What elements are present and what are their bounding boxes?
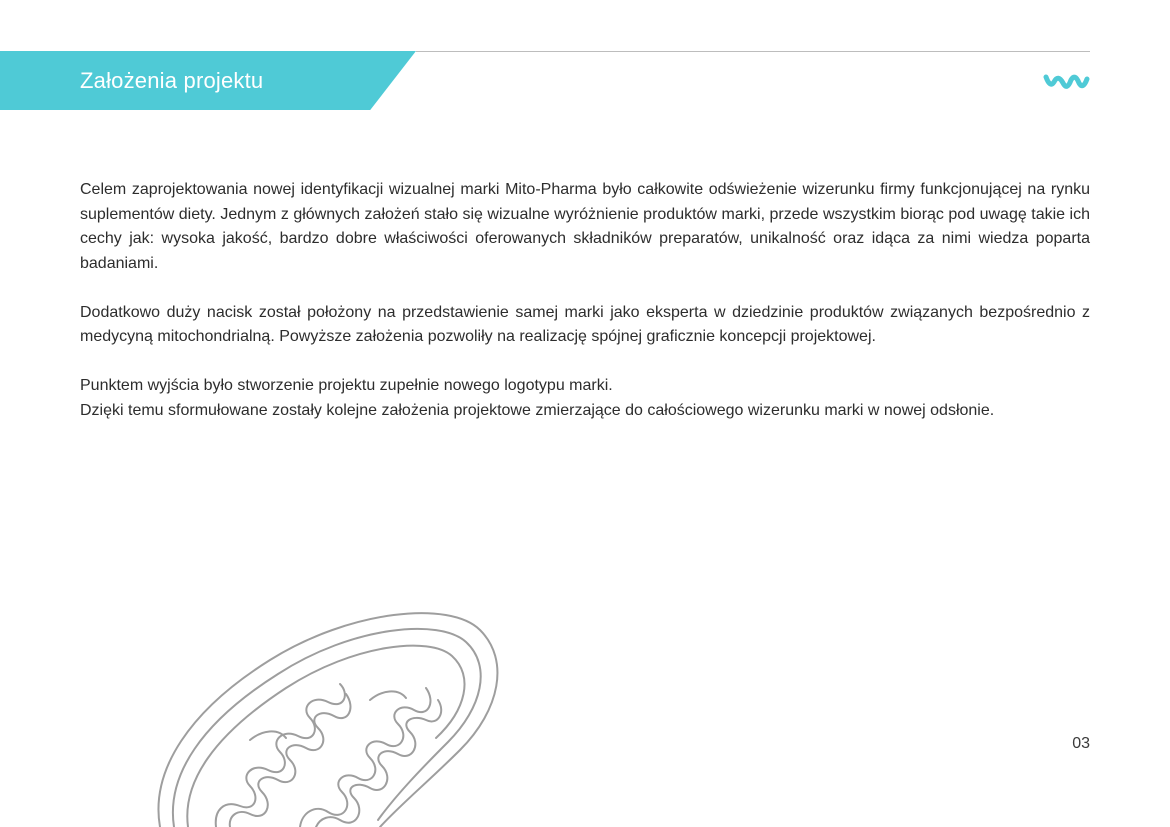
paragraph-starting-point: Punktem wyjścia było stworzenie projektu zupełnie nowego logotypu marki.	[80, 377, 613, 394]
paragraph-next-assumptions: Dzięki temu sformułowane zostały kolejne założenia projektowe zmierzające do całościowego wizerunku marki w nowej odsłonie.	[80, 401, 995, 419]
page-title: Założenia projektu	[80, 68, 264, 93]
brand-wave-icon	[1043, 71, 1090, 91]
paragraph-expert: Dodatkowo duży nacisk został położony na przedstawienie samej marki jako eksperta w dziedzinie produktów związanych bezpośrednio z medycyną mitochondrialną. Powyższe założenia pozwoliły na realizację spójnej graficznie koncepcji projektowej.	[80, 303, 1090, 345]
body-text	[80, 178, 1090, 448]
header-divider	[416, 51, 1090, 52]
paragraph-intro: Celem zaprojektowania nowej identyfikacji wizualnej marki Mito-Pharma było całkowite odświeżenie wizerunku firmy funkcjonującej na rynku suplementów diety. Jednym z głównych założeń stało się wizualne wyróżnienie produktów marki, przede wszystkim biorąc pod uwagę takie ich cechy jak: wysoka jakość, bardzo dobre właściwości oferowanych składników preparatów, unikalność oraz idąca za nimi wiedza poparta badaniami.	[80, 181, 1090, 272]
page-number: 03	[1072, 735, 1090, 752]
mitochondrion-icon	[130, 590, 550, 827]
